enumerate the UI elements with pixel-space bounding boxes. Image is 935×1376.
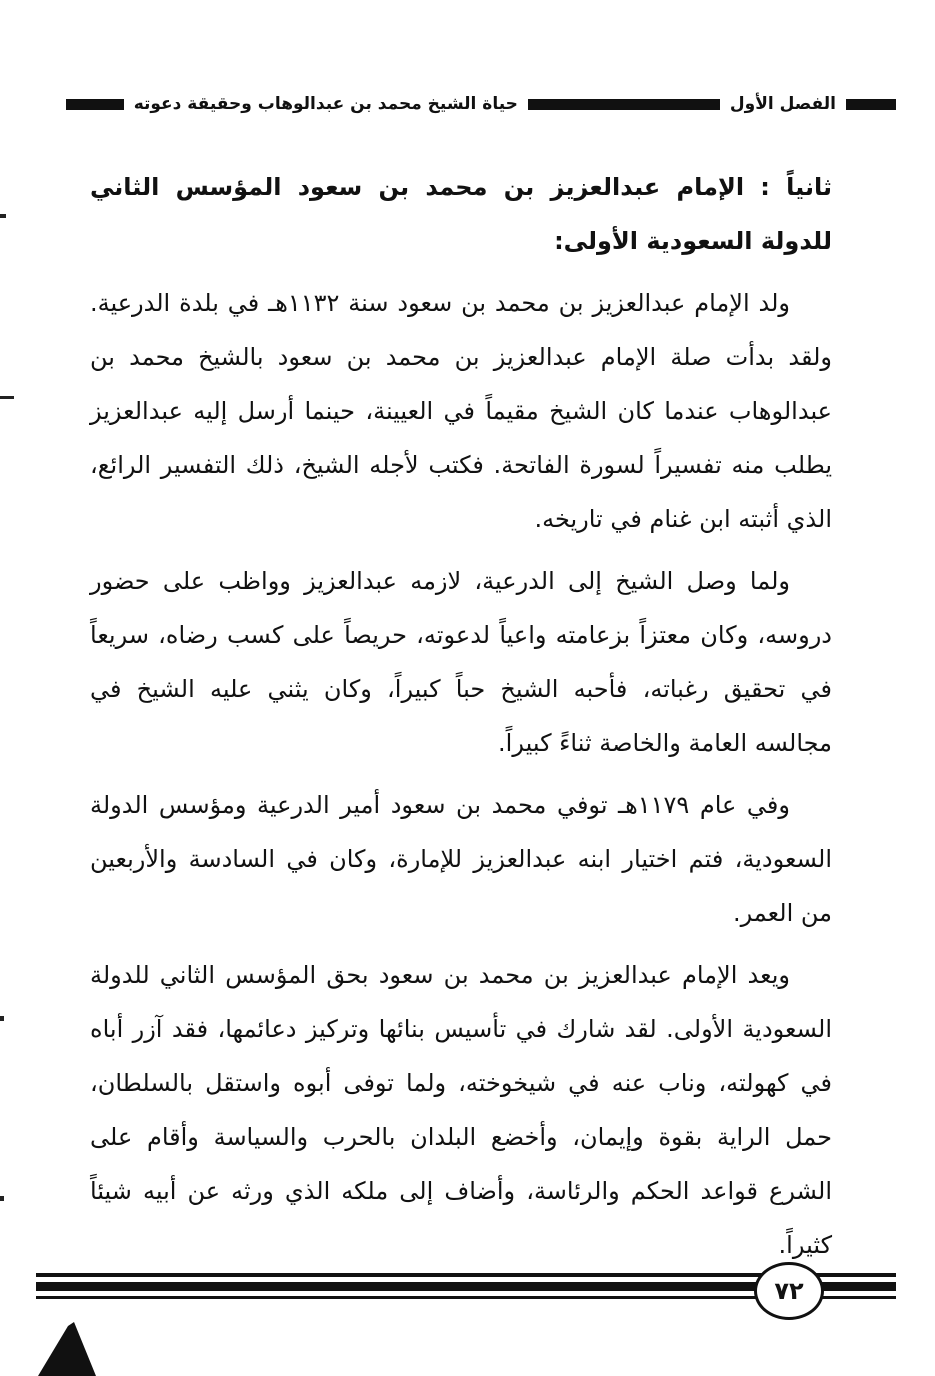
paragraph: وفي عام ١١٧٩هـ توفي محمد بن سعود أمير الدرعية ومؤسس الدولة السعودية، فتم اختيار ابنه عبدالعزيز للإمارة، وكان في السادسة والأربعين من العمر. [90, 791, 832, 927]
scan-mark [0, 1196, 4, 1201]
header-bar-right [846, 99, 896, 110]
page-number: ٧٢ [754, 1262, 824, 1320]
book-title: حياة الشيخ محمد بن عبدالوهاب وحقيقة دعوته [133, 94, 518, 114]
paragraph: ويعد الإمام عبدالعزيز بن محمد بن سعود بحق المؤسس الثاني للدولة السعودية الأولى. لقد شارك في تأسيس بنائها وتركيز دعائمها، فقد آزر أباه في كهولته، وناب عنه في شيخوخته، ولما توفى أبوه واستقل بالسلطان، حمل الراية بقوة وإيمان، وأخضع البلدان بالحرب والسياسة وأقام على الشرع قواعد الحكم والرئاسة، وأضاف إلى ملكه الذي ورثه عن أبيه شيئاً كثيراً. [90, 961, 832, 1259]
section-heading: ثانياً : الإمام عبدالعزيز بن محمد بن سعود المؤسس الثاني للدولة السعودية الأولى: [90, 173, 832, 255]
scan-corner-artifact [30, 1318, 102, 1376]
paragraph: ولما وصل الشيخ إلى الدرعية، لازمه عبدالعزيز وواظب على حضور دروسه، وكان معتزاً بزعامته واعياً لدعوته، حريصاً على كسب رضاه، سريعاً في تحقيق رغباته، فأحبه الشيخ حباً كبيراً، وكان يثني عليه الشيخ في مجالسه العامة والخاصة ثناءً كبيراً. [90, 567, 832, 757]
header-bar-middle [528, 99, 720, 110]
scan-mark [0, 396, 14, 399]
running-header [38, 90, 896, 118]
scan-mark [0, 1016, 4, 1021]
page-body [90, 160, 832, 1280]
paragraph: ولد الإمام عبدالعزيز بن محمد بن سعود سنة ١١٣٢هـ في بلدة الدرعية. ولقد بدأت صلة الإمام عبدالعزيز بن محمد بن سعود بالشيخ محمد بن عبدالوهاب عندما كان الشيخ مقيماً في العيينة، حينما أرسل إليه عبدالعزيز يطلب منه تفسيراً لسورة الفاتحة. فكتب لأجله الشيخ، ذلك التفسير الرائع، الذي أثبته ابن غنام في تاريخه. [90, 289, 832, 533]
scan-mark [0, 214, 6, 218]
chapter-label: الفصل الأول [729, 94, 836, 114]
header-bar-left [66, 99, 124, 110]
